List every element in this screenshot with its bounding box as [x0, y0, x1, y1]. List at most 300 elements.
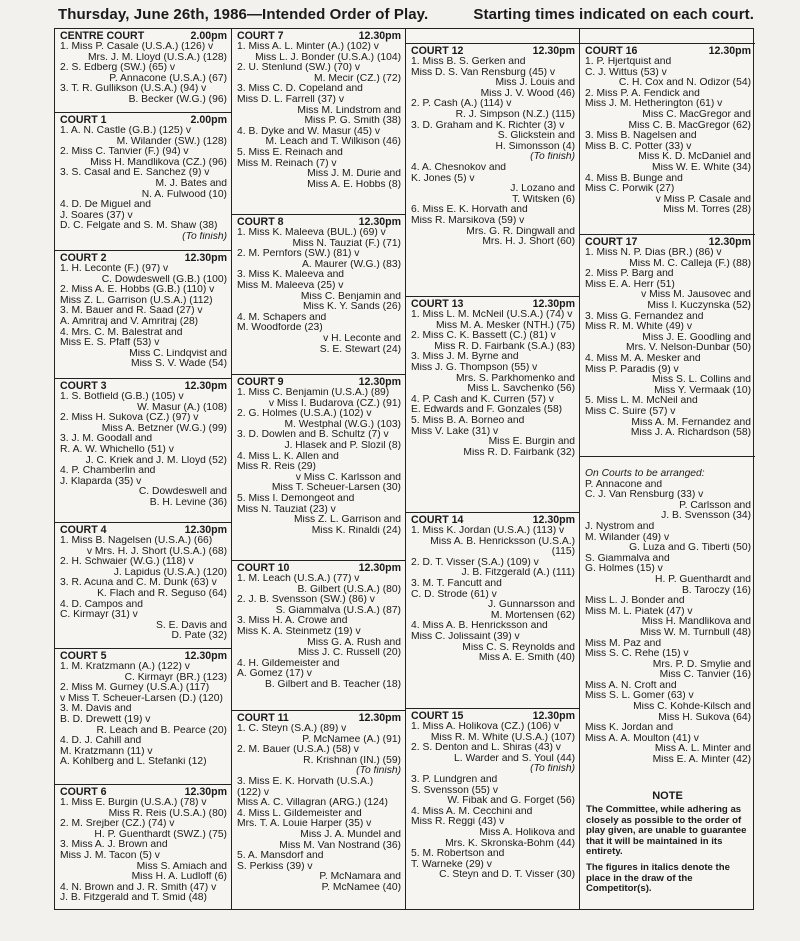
match-line: Miss J. E. Goodling and: [642, 332, 751, 343]
match-line: Miss J. Louis and: [495, 78, 575, 89]
court-name: COURT 13: [411, 298, 464, 310]
match-line: Miss J. G. Thompson (55) v: [411, 362, 538, 373]
match-line: Miss W. E. White (34): [652, 162, 751, 173]
match-line: Miss S. Amiach and: [136, 861, 227, 872]
note-title: NOTE: [652, 790, 683, 802]
match-line: (122) v: [237, 787, 270, 798]
match-line: 2. S. Denton and L. Shiras (43) v: [411, 743, 561, 754]
match-line: Miss A. Holikova and: [479, 827, 575, 838]
match-line: 2. G. Holmes (U.S.A.) (102) v: [237, 409, 372, 420]
match-line: Miss M. Paz and: [585, 638, 662, 649]
court-name: COURT 9: [237, 376, 284, 388]
court-start-time: 12.30pm: [532, 45, 575, 57]
match-line: Miss R. M. White (49) v: [585, 322, 692, 333]
match-line: 4. Miss L. K. Allen and: [237, 451, 339, 462]
match-line: J. Lapidus (U.S.A.) (120): [113, 567, 227, 578]
match-line: 4. D. De Miguel and: [60, 200, 152, 211]
court-block-court-12: [406, 43, 579, 297]
match-line: C. J. Van Rensburg (33) v: [585, 490, 704, 501]
match-line: 1. H. Leconte (F.) (97) v: [60, 264, 169, 274]
match-line: S. E. Stewart (24): [319, 344, 401, 355]
court-name: COURT 16: [585, 45, 638, 57]
court-block-court-3: [55, 379, 231, 523]
match-line: Miss I. Kuczynska (52): [647, 300, 751, 311]
match-line: S. Glickstein and: [497, 131, 575, 142]
match-line: 3. M. Bauer and R. Saad (27) v: [60, 306, 203, 317]
match-line: 3. R. Acuna and C. M. Dunk (63) v: [60, 578, 217, 589]
match-line: W. Fibak and G. Forget (56): [447, 796, 575, 807]
match-line: 1. Miss P. Casale (U.S.A.) (126) v: [60, 42, 214, 52]
match-line: Miss R. M. White (U.S.A.) (107): [430, 732, 575, 743]
match-line: H. P. Guenthardt and: [655, 574, 751, 585]
match-line: Miss K. A. Steinmetz (19) v: [237, 626, 361, 637]
match-line: Miss V. Lake (31) v: [411, 426, 499, 437]
match-line: 3. Miss H. A. Crowe and: [237, 616, 348, 627]
match-line: Miss A. E. Hobbs (8): [307, 179, 401, 190]
match-line: M. Woodforde (23): [237, 323, 323, 334]
match-line: Miss M. Van Nostrand (36): [279, 840, 401, 851]
match-line: A. Gomez (17) v: [237, 669, 312, 680]
match-line: P. Carlsson and: [679, 500, 751, 511]
match-line: S. Perkiss (39) v: [237, 861, 313, 872]
match-line: Miss J. M. Hetherington (61) v: [585, 99, 723, 110]
match-line: Miss C. Tanvier (16): [659, 670, 751, 681]
match-line: 3. J. M. Goodall and: [60, 434, 153, 445]
match-line: A. Amritraj and V. Amritraj (28): [60, 316, 199, 327]
match-line: Miss C. S. Reynolds and: [462, 642, 575, 653]
note-committee-text: The Committee, while adhering as closely as possible to the order of play given, are unable to guarantee that it will be maintained in its entirety.: [586, 804, 747, 858]
match-line: Miss A. E. Smith (40): [478, 653, 575, 664]
match-line: Mrs. S. Parkhomenko and: [455, 373, 575, 384]
match-line: J. Lozano and: [510, 184, 575, 195]
court-header: [411, 46, 575, 57]
court-name: COURT 17: [585, 236, 638, 248]
match-line: Miss W. M. Turnbull (48): [640, 627, 751, 638]
match-line: Miss Y. Vermaak (10): [654, 385, 751, 396]
court-block-court-10: [232, 561, 405, 711]
match-line: J. Hlasek and P. Slozil (8): [284, 440, 401, 451]
order-of-play-grid: [54, 28, 754, 910]
match-line: Miss C. Porwik (27): [585, 184, 675, 195]
match-line: Miss C. Suire (57) v: [585, 406, 676, 417]
match-line: 2. H. Schwaier (W.G.) (118) v: [60, 557, 194, 568]
court-name: COURT 14: [411, 514, 464, 526]
court-name: COURT 3: [60, 380, 107, 392]
court-name: COURT 15: [411, 710, 464, 722]
match-line: Miss P. G. Smith (38): [304, 116, 401, 127]
match-line: Miss J. M. Durie and: [307, 169, 401, 180]
match-line: (115): [551, 547, 575, 558]
match-line: Mrs. K. Skronska-Bohm (44): [445, 838, 575, 849]
match-line: Miss N. Tauziat (23) v: [237, 504, 336, 515]
match-line: 4. Miss A. B. Henricksson and: [411, 621, 548, 632]
match-line: J. B. Svensson (34): [661, 511, 751, 522]
court-header: [60, 525, 227, 536]
match-line: 4. Miss L. Gildemeister and: [237, 808, 362, 819]
match-line: H. Simonsson (4): [495, 141, 575, 152]
match-line: J. Gunnarsson and: [487, 600, 575, 611]
match-line: 1. Miss B. S. Gerken and: [411, 57, 526, 67]
match-line: 6. Miss E. K. Horvath and: [411, 205, 528, 216]
column-1: [55, 29, 231, 909]
note-box: [580, 791, 755, 901]
match-line: Miss S. L. Collins and: [651, 375, 751, 386]
match-line: Miss H. Mandlikova and: [641, 617, 751, 628]
match-line: Miss S. C. Rehe (15) v: [585, 649, 689, 660]
court-start-time: 12.30pm: [184, 786, 227, 798]
court-block-court-17: [580, 235, 755, 457]
match-line: Miss T. Scheuer-Larsen (30): [271, 483, 401, 494]
match-line: C. Kirmayr (BR.) (123): [124, 672, 227, 683]
match-line: 3. M. Davis and: [60, 704, 132, 715]
match-line: M. Westphal (W.G.) (103): [284, 419, 401, 430]
match-line: 4. P. Cash and K. Curren (57) v: [411, 394, 554, 405]
court-block-centre-court: [55, 29, 231, 113]
match-line: K. Flach and R. Seguso (64): [97, 588, 227, 599]
court-header: [237, 217, 401, 228]
court-header: [60, 381, 227, 392]
match-line: T. Warneke (29) v: [411, 859, 492, 870]
match-line: C. Dowdeswell (G.B.) (100): [101, 274, 227, 285]
match-line: Miss A. Betzner (W.G.) (99): [101, 423, 227, 434]
court-start-time: 12.30pm: [358, 562, 401, 574]
match-line: Miss J. A. Mundel and: [300, 829, 401, 840]
arranged-heading: On Courts to be arranged:: [585, 469, 705, 479]
court-block-court-1: [55, 113, 231, 251]
match-line: B. Gilbert and B. Teacher (18): [264, 679, 401, 690]
match-line: J. B. Fitzgerald (A.) (111): [461, 568, 575, 579]
match-line: 2. M. Srejber (CZ.) (74) v: [60, 819, 175, 830]
match-line: 4. Miss B. Bunge and: [585, 173, 683, 184]
match-line: Miss M. Maleeva (25) v: [237, 280, 344, 291]
match-line: 2. P. Cash (A.) (114) v: [411, 99, 512, 110]
match-line: 1. Miss L. M. McNeil (U.S.A.) (74) v: [411, 310, 573, 320]
court-header: [60, 651, 227, 662]
court-header: [411, 711, 575, 722]
match-line: P. McNamara and: [319, 872, 401, 883]
match-line: P. Annacone and: [585, 479, 663, 490]
court-block-court-5: [55, 649, 231, 785]
court-block-court-13: [406, 297, 579, 513]
match-line: B. Gilbert (U.S.A.) (80): [297, 584, 401, 595]
match-line: Miss A. L. Minter and: [654, 744, 751, 755]
match-line: Mrs. V. Nelson-Dunbar (50): [626, 343, 751, 354]
court-block-court-4: [55, 523, 231, 649]
match-line: 3. Miss E. K. Horvath (U.S.A.): [237, 776, 374, 787]
match-line: Miss H. Mandlikova (CZ.) (96): [90, 157, 227, 168]
court-header: [60, 31, 227, 42]
court-name: COURT 10: [237, 562, 290, 574]
court-header: [411, 299, 575, 310]
match-line: Miss H. Sukova (64): [658, 712, 751, 723]
match-line: 2. Miss P. Barg and: [585, 269, 674, 280]
match-line: W. Masur (A.) (108): [137, 402, 227, 413]
court-block-court-9: [232, 375, 405, 561]
page-title: Thursday, June 26th, 1986—Intended Order of Play.: [58, 6, 429, 23]
match-line: H. P. Guenthardt (SWZ.) (75): [94, 829, 227, 840]
note-italics-text: The figures in italics denote the place in the draw of the Competitor(s).: [586, 862, 730, 895]
match-line: Mrs. J. M. Lloyd (U.S.A.) (128): [87, 52, 227, 63]
page-subtitle: Starting times indicated on each court.: [473, 6, 754, 23]
match-line: Miss M. Torres (28): [663, 205, 751, 216]
match-line: 2. D. T. Visser (S.A.) (109) v: [411, 557, 539, 568]
match-line: 2. Miss C. Tanvier (F.) (94) v: [60, 147, 189, 158]
match-line: Miss D. S. Van Rensburg (45) v: [411, 67, 556, 78]
match-line: Miss K. Rinaldi (24): [311, 525, 401, 536]
court-start-time: 12.30pm: [184, 380, 227, 392]
court-start-time: 12.30pm: [184, 650, 227, 662]
match-line: 2. Miss C. K. Bassett (C.) (81) v: [411, 331, 556, 342]
match-line: Mrs. P. D. Smylie and: [652, 659, 751, 670]
match-line: R. J. Simpson (N.Z.) (115): [455, 109, 575, 120]
court-header: [60, 787, 227, 798]
match-line: C. H. Cox and N. Odizor (54): [618, 78, 751, 89]
match-line: J. C. Kriek and J. M. Lloyd (52): [85, 455, 227, 466]
court-header: [237, 563, 401, 574]
match-line: J. Nystrom and: [585, 521, 655, 532]
match-line: Miss R. D. Fairbank (S.A.) (83): [434, 341, 575, 352]
match-line: S. Giammalva and: [585, 553, 670, 564]
column-4: [579, 29, 755, 909]
court-start-time: 2.00pm: [190, 30, 227, 42]
match-line: 3. Miss A. J. Brown and: [60, 840, 168, 851]
match-line: C. J. Wittus (53) v: [585, 67, 667, 78]
match-line: 4. D. Campos and: [60, 599, 143, 610]
match-line: 3. Miss C. D. Copeland and: [237, 84, 363, 95]
match-line: 1. Miss K. Maleeva (BUL.) (69) v: [237, 228, 386, 238]
court-start-time: 12.30pm: [532, 298, 575, 310]
match-line: 1. M. Leach (U.S.A.) (77) v: [237, 574, 360, 584]
match-line: 1. S. Botfield (G.B.) (105) v: [60, 392, 184, 402]
match-line: L. Warder and S. Youl (44): [454, 753, 575, 764]
match-line: 5. Miss E. Reinach and: [237, 147, 343, 158]
match-line: 1. A. N. Castle (G.B.) (125) v: [60, 126, 192, 136]
match-line: Miss K. D. McDaniel and: [638, 152, 751, 163]
match-line: 5. Miss B. A. Borneo and: [411, 415, 525, 426]
match-line: Miss R. D. Fairbank (32): [463, 447, 575, 458]
court-header: [237, 31, 401, 42]
match-line: M. Wilander (49) v: [585, 532, 670, 543]
court-block-court-7: [232, 29, 405, 215]
courts-to-be-arranged: [580, 469, 755, 766]
court-block-court-6: [55, 785, 231, 911]
match-line: 1. C. Steyn (S.A.) (89) v: [237, 724, 347, 734]
match-line: 4. A. Chesnokov and: [411, 162, 507, 173]
match-line: (To finish): [530, 152, 575, 163]
court-start-time: 12.30pm: [358, 376, 401, 388]
match-line: R. Krishnan (IN.) (59): [303, 755, 401, 766]
match-line: R. Leach and B. Pearce (20): [96, 725, 227, 736]
match-line: 3. S. Casal and E. Sanchez (9) v: [60, 168, 210, 179]
court-start-time: 12.30pm: [358, 216, 401, 228]
match-line: B. Taroczy (16): [681, 585, 751, 596]
column-3: [405, 29, 579, 909]
match-line: 1. Miss B. Nagelsen (U.S.A.) (66): [60, 536, 213, 546]
match-line: Miss M. A. Mesker (NTH.) (75): [435, 320, 575, 331]
match-line: Miss K. Y. Sands (26): [302, 302, 401, 313]
match-line: J. B. Fitzgerald and T. Smid (48): [60, 893, 207, 904]
court-start-time: 12.30pm: [532, 710, 575, 722]
match-line: Miss H. A. Ludloff (6): [131, 872, 227, 883]
match-line: 2. Miss A. E. Hobbs (G.B.) (110) v: [60, 285, 215, 296]
match-line: S. Giammalva (U.S.A.) (87): [275, 605, 401, 616]
match-line: G. Luza and G. Tiberti (50): [629, 543, 751, 554]
match-line: Miss D. L. Farrell (37) v: [237, 94, 344, 105]
match-line: P. Annacone (U.S.A.) (67): [109, 73, 227, 84]
match-line: Miss S. V. Wade (54): [131, 359, 227, 370]
match-line: Miss C. Lindqvist and: [129, 348, 227, 359]
match-line: (To finish): [356, 766, 401, 777]
match-line: Miss R. Reis (29): [237, 462, 316, 473]
match-line: (To finish): [530, 764, 575, 775]
match-line: G. Holmes (15) v: [585, 564, 663, 575]
match-line: P. McNamee (A.) (91): [302, 734, 401, 745]
court-start-time: 12.30pm: [358, 712, 401, 724]
court-start-time: 12.30pm: [358, 30, 401, 42]
match-line: v Miss C. Karlsson and: [295, 472, 401, 483]
match-line: 1. Miss C. Benjamin (U.S.A.) (89): [237, 388, 390, 398]
match-line: 5. A. Mansdorf and: [237, 851, 324, 862]
court-name: CENTRE COURT: [60, 30, 145, 42]
match-line: C. Dowdeswell and: [138, 487, 227, 498]
match-line: 3. Miss J. M. Byrne and: [411, 352, 519, 363]
match-line: S. Svensson (55) v: [411, 785, 498, 796]
court-start-time: 12.30pm: [184, 252, 227, 264]
match-line: N. A. Fulwood (10): [141, 189, 227, 200]
match-line: Miss A. B. Henricksson (U.S.A.): [430, 536, 575, 547]
court-block-court-2: [55, 251, 231, 379]
match-line: v Mrs. H. J. Short (U.S.A.) (68): [86, 546, 227, 557]
court-header: [237, 377, 401, 388]
match-line: B. D. Drewett (19) v: [60, 714, 151, 725]
match-line: Miss P. Paradis (9) v: [585, 364, 679, 375]
match-line: P. McNamee (40): [321, 882, 401, 893]
match-line: 1. Miss E. Burgin (U.S.A.) (78) v: [60, 798, 207, 808]
court-block-court-8: [232, 215, 405, 375]
match-line: B. Becker (W.G.) (96): [128, 94, 227, 105]
match-line: B. H. Levine (36): [149, 497, 227, 508]
match-line: Miss A. A. Moulton (41) v: [585, 733, 699, 744]
match-line: M. Kratzmann (11) v: [60, 746, 153, 757]
column-2: [231, 29, 405, 909]
match-line: 1. M. Kratzmann (A.) (122) v: [60, 662, 190, 672]
match-line: Miss M. Reinach (7) v: [237, 158, 337, 169]
match-line: Miss G. A. Rush and: [307, 637, 401, 648]
match-line: Miss E. S. Pfaff (53) v: [60, 338, 160, 349]
match-line: Miss M. C. Calleja (F.) (88): [629, 258, 751, 269]
match-line: Miss L. J. Bonder and: [585, 596, 685, 607]
match-line: 2. S. Edberg (SW.) (65) v: [60, 63, 176, 74]
match-line: Miss L. J. Bonder (U.S.A.) (104): [255, 52, 401, 63]
match-line: Miss C. MacGregor and: [642, 109, 751, 120]
match-line: 3. Miss K. Maleeva and: [237, 270, 345, 281]
match-line: Miss E. A. Herr (51): [585, 279, 675, 290]
match-line: Miss N. Tauziat (F.) (71): [292, 238, 401, 249]
match-line: M. J. Bates and: [155, 178, 227, 189]
match-line: 1. P. Hjertquist and: [585, 57, 672, 67]
match-line: R. A. W. Whichello (51) v: [60, 444, 174, 455]
court-start-time: 12.30pm: [708, 236, 751, 248]
court-start-time: 2.00pm: [190, 114, 227, 126]
match-line: Miss A. M. Fernandez and: [631, 417, 751, 428]
match-line: 3. D. Dowlen and B. Schultz (7) v: [237, 430, 389, 441]
match-line: 2. Miss H. Sukova (CZ.) (97) v: [60, 413, 199, 424]
match-line: J. Klaparda (35) v: [60, 476, 142, 487]
match-line: 5. Miss I. Demongeot and: [237, 493, 355, 504]
match-line: 2. Miss M. Gurney (U.S.A.) (117): [60, 683, 210, 694]
court-header: [237, 713, 401, 724]
court-name: COURT 7: [237, 30, 284, 42]
match-line: 4. B. Dyke and W. Masur (45) v: [237, 126, 381, 137]
match-line: 3. Miss G. Fernandez and: [585, 311, 704, 322]
match-line: Miss E. Burgin and: [488, 437, 575, 448]
match-line: 2. Miss P. A. Fendick and: [585, 88, 700, 99]
match-line: 5. Miss L. M. McNeil and: [585, 396, 698, 407]
match-line: Miss M. L. Piatek (47) v: [585, 606, 693, 617]
match-line: M. Mecir (CZ.) (72): [314, 73, 401, 84]
match-line: 5. M. Robertson and: [411, 849, 505, 860]
match-line: 3. Miss B. Nagelsen and: [585, 131, 697, 142]
court-block-court-14: [406, 513, 579, 709]
court-name: COURT 8: [237, 216, 284, 228]
court-name: COURT 4: [60, 524, 107, 536]
match-line: v H. Leconte and: [323, 333, 401, 344]
match-line: Miss R. Reis (U.S.A.) (80): [108, 808, 227, 819]
match-line: C. Kirmayr (31) v: [60, 610, 138, 621]
match-line: v Miss T. Scheuer-Larsen (D.) (120): [60, 693, 223, 704]
match-line: 1. Miss N. P. Dias (BR.) (86) v: [585, 248, 722, 258]
match-line: Miss L. Savchenko (56): [467, 384, 575, 395]
match-line: 4. P. Chamberlin and: [60, 466, 156, 477]
match-line: Miss R. Marsikova (59) v: [411, 215, 525, 226]
match-line: 4. Miss M. A. Mesker and: [585, 353, 701, 364]
match-line: 4. M. Schapers and: [237, 312, 327, 323]
match-line: Miss A. N. Croft and: [585, 680, 677, 691]
court-name: COURT 6: [60, 786, 107, 798]
match-line: S. E. Davis and: [156, 620, 227, 631]
court-header: [411, 515, 575, 526]
match-line: 4. H. Gildemeister and: [237, 658, 340, 669]
court-start-time: 12.30pm: [532, 514, 575, 526]
match-line: Miss S. L. Gomer (63) v: [585, 691, 694, 702]
match-line: Miss B. C. Potter (33) v: [585, 141, 692, 152]
match-line: Miss A. C. Villagran (ARG.) (124): [237, 798, 388, 809]
court-name: COURT 11: [237, 712, 289, 724]
court-start-time: 12.30pm: [184, 524, 227, 536]
match-line: 1. Miss A. Holikova (CZ.) (106) v: [411, 722, 560, 732]
match-line: Miss K. Jordan and: [585, 723, 674, 734]
match-line: v Miss M. Jausovec and: [641, 290, 751, 301]
match-line: D. Pate (32): [171, 631, 227, 642]
match-line: 3. D. Graham and K. Richter (3) v: [411, 120, 565, 131]
court-name: COURT 5: [60, 650, 107, 662]
match-line: 2. U. Stenlund (SW.) (70) v: [237, 63, 361, 74]
match-line: 3. T. R. Gullikson (U.S.A.) (94) v: [60, 84, 207, 95]
court-block-court-15: [406, 709, 579, 911]
match-line: Miss Z. L. Garrison (U.S.A.) (112): [60, 295, 213, 306]
match-line: 4. Miss A. M. Cecchini and: [411, 806, 533, 817]
match-line: 2. J. B. Svensson (SW.) (86) v: [237, 595, 375, 606]
match-line: 4. D. J. Cahill and: [60, 736, 142, 747]
match-line: 4. Mrs. C. M. Balestrat and: [60, 327, 183, 338]
court-header: [60, 253, 227, 264]
match-line: 3. P. Lundgren and: [411, 774, 498, 785]
match-line: E. Edwards and F. Gonzales (58): [411, 405, 563, 416]
match-line: Miss J. V. Wood (46): [480, 88, 575, 99]
match-line: Miss J. C. Russell (20): [298, 648, 401, 659]
page-header: [58, 6, 754, 24]
match-line: v Miss I. Budarova (CZ.) (91): [268, 398, 401, 409]
